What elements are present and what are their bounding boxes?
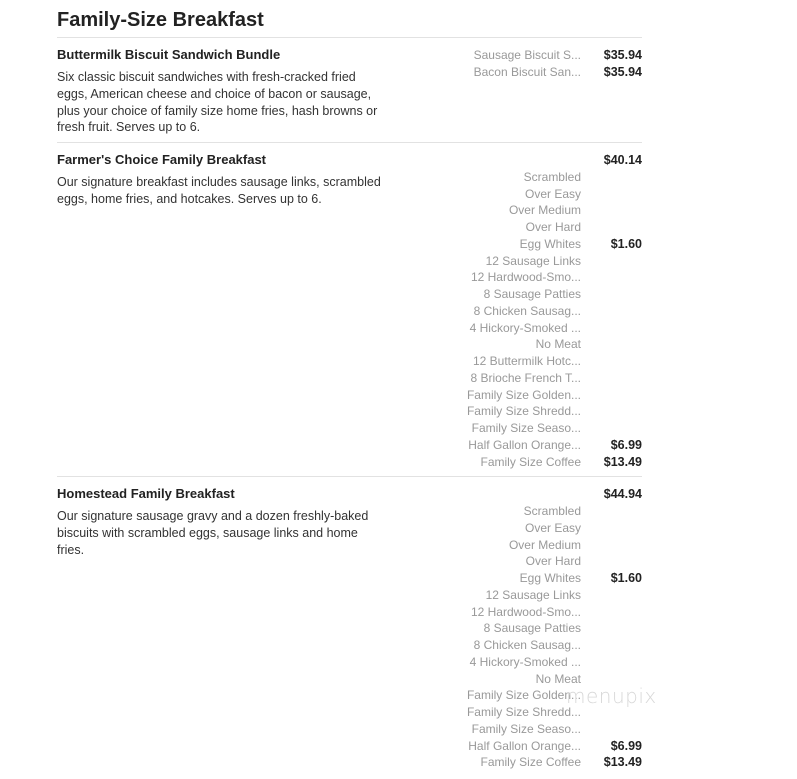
option-label: 8 Sausage Patties [483,287,581,302]
option-price: $35.94 [603,64,642,79]
option-row [456,537,642,554]
option-label: 12 Buttermilk Hotc... [472,354,581,369]
menu-page [57,0,642,777]
option-label: Egg Whites [519,571,581,586]
option-price [581,169,642,186]
option-price: $44.94 [603,487,642,502]
option-price [581,637,642,654]
option-label: Over Easy [524,520,581,535]
option-price [581,186,642,203]
option-row [456,503,642,520]
option-row [456,570,642,587]
option-row [456,303,642,320]
option-label [456,486,581,503]
option-row [456,387,642,404]
option-row [456,437,642,454]
option-label: Over Medium [508,203,581,218]
option-label: Over Easy [524,186,581,201]
option-row [456,620,642,637]
option-row [456,370,642,387]
item-name: Homestead Family Breakfast [57,486,235,502]
option-price [581,403,642,420]
option-price [581,353,642,370]
menupix-watermark: menupix [566,684,657,708]
option-label: 4 Hickory-Smoked ... [469,320,581,335]
option-row [456,47,642,64]
option-label: Family Size Golden... [466,688,581,703]
option-price [581,654,642,671]
option-label: Family Size Seaso... [471,421,581,436]
option-price [581,370,642,387]
option-price [581,520,642,537]
option-price [581,253,642,270]
option-label: 12 Sausage Links [485,253,581,268]
option-price: $6.99 [610,738,642,753]
option-price: $35.94 [603,48,642,62]
option-label: Family Size Seaso... [471,721,581,736]
option-label: 8 Sausage Patties [483,621,581,636]
option-row [456,403,642,420]
option-label: Egg Whites [519,236,581,251]
option-label: Family Size Shredd... [466,404,581,419]
option-price: $13.49 [603,454,642,469]
option-price [581,387,642,404]
option-row [456,64,642,81]
item-info [57,47,382,136]
option-row [456,738,642,755]
item-info [57,152,382,470]
option-label: 8 Chicken Sausag... [473,303,581,318]
option-row [456,454,642,471]
option-price [581,420,642,437]
option-row [456,520,642,537]
option-label: 8 Brioche French T... [470,370,581,385]
option-row [456,754,642,771]
menu-item [57,477,642,777]
option-price [581,303,642,320]
item-name: Farmer's Choice Family Breakfast [57,152,267,168]
option-row [456,587,642,604]
menu-item [57,143,642,477]
item-description: Our signature sausage gravy and a dozen freshly-baked biscuits with scrambled eggs, sausage links and home fries. [57,509,369,558]
option-label: Family Size Coffee [480,454,581,469]
option-row [456,353,642,370]
option-row [456,269,642,286]
option-row [456,336,642,353]
item-name: Buttermilk Biscuit Sandwich Bundle [57,47,281,62]
option-price [581,320,642,337]
option-row [456,320,642,337]
option-label: No Meat [535,337,581,352]
option-label: Bacon Biscuit San... [473,64,581,79]
item-info [57,486,382,771]
option-row [456,219,642,236]
option-price [581,721,642,738]
option-price [581,537,642,554]
option-row [456,637,642,654]
option-row [456,236,642,253]
option-row [456,721,642,738]
option-price: $6.99 [610,437,642,452]
option-row [456,186,642,203]
option-price: $13.49 [603,755,642,770]
option-price [581,219,642,236]
option-price [581,553,642,570]
option-row [456,654,642,671]
option-price [581,269,642,286]
item-description: Six classic biscuit sandwiches with fresh-cracked fried eggs, American cheese and choice of bacon or sausage, plus your choice of family size home fries, hash browns or fresh fruit. Serves up to 6. [57,70,378,135]
option-row [456,202,642,219]
option-label: 12 Sausage Links [485,587,581,602]
option-price [581,286,642,303]
option-label: Family Size Shredd... [466,705,581,720]
item-options [456,486,642,771]
option-label: 12 Hardwood-Smo... [470,270,581,285]
option-row [456,486,642,503]
option-label: 12 Hardwood-Smo... [470,604,581,619]
menu-item [57,38,642,143]
option-label: Over Medium [508,537,581,552]
option-price [581,202,642,219]
option-price [581,587,642,604]
option-row [456,604,642,621]
option-price: $40.14 [603,153,642,168]
option-label: Scrambled [523,504,581,519]
section-title: Family-Size Breakfast [57,0,642,38]
option-row [456,253,642,270]
option-label: 8 Chicken Sausag... [473,638,581,653]
item-options [456,152,642,470]
option-label: Half Gallon Orange... [468,738,581,753]
option-label: Half Gallon Orange... [468,437,581,452]
option-label [456,152,581,169]
option-row [456,286,642,303]
option-row [456,420,642,437]
option-row [456,553,642,570]
option-price [581,604,642,621]
menu-items-list [57,38,642,777]
option-label: Family Size Golden... [466,387,581,402]
option-label: Sausage Biscuit S... [473,48,581,62]
item-description: Our signature breakfast includes sausage links, scrambled eggs, home fries, and hotcakes. Serves up to 6. [57,175,381,206]
option-row [456,152,642,169]
option-price: $1.60 [610,571,642,586]
option-price [581,620,642,637]
option-label: No Meat [535,671,581,686]
option-label: Over Hard [525,220,581,235]
option-price [581,336,642,353]
item-options [456,47,642,136]
option-row [456,169,642,186]
option-label: Scrambled [523,169,581,184]
option-price: $1.60 [610,236,642,251]
option-label: Over Hard [525,554,581,569]
option-label: Family Size Coffee [480,755,581,770]
option-price [581,503,642,520]
option-label: 4 Hickory-Smoked ... [469,654,581,669]
